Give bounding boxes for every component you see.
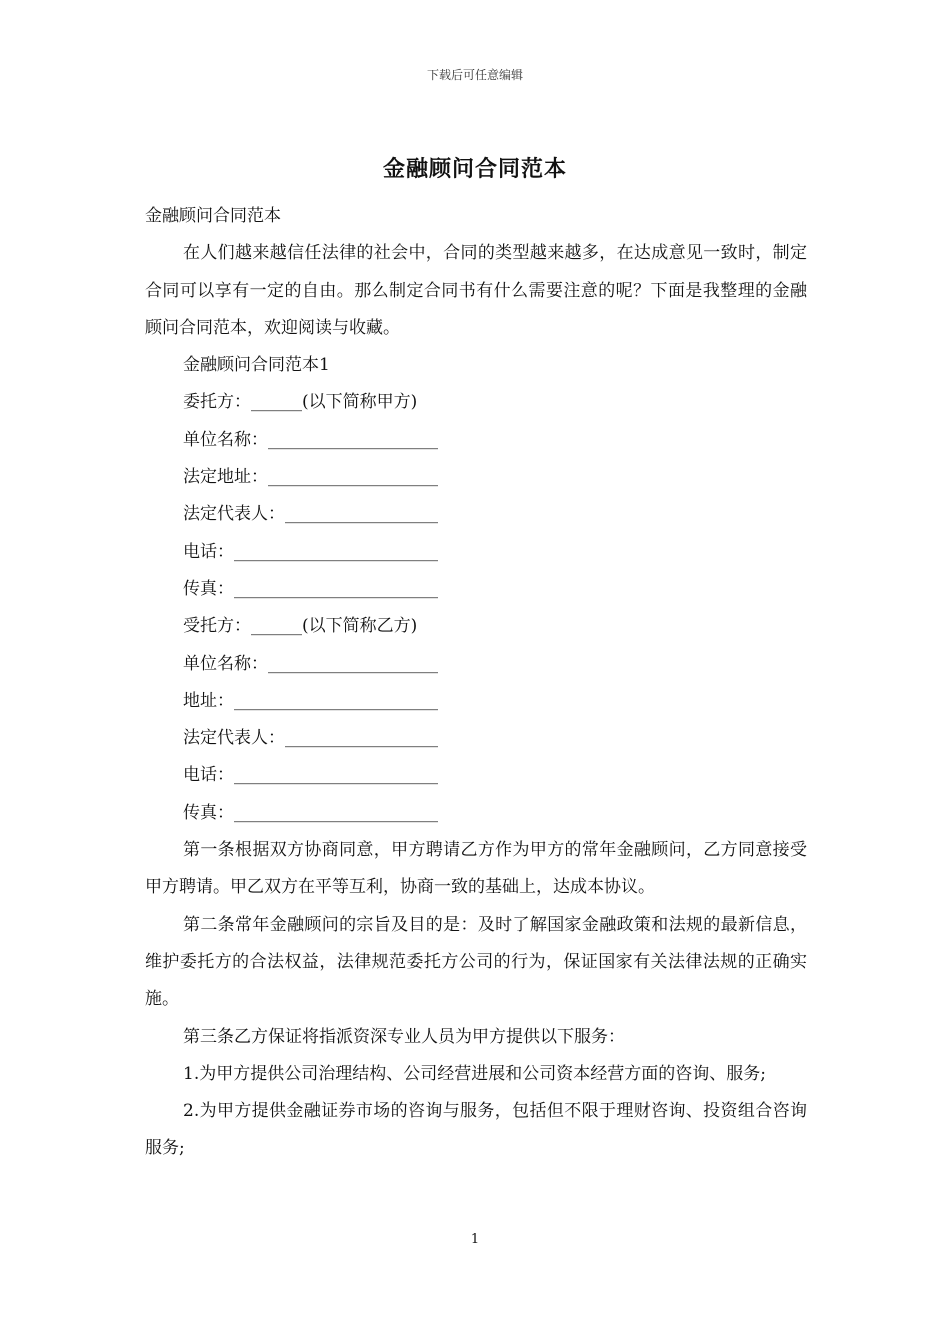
document-subtitle: 金融顾问合同范本 xyxy=(145,206,281,226)
field-label: 电话： xyxy=(183,541,234,562)
field-blank[interactable]: ____________________ xyxy=(268,653,438,674)
field-blank[interactable]: __________________ xyxy=(285,728,438,749)
party-b-suffix: (以下简称乙方) xyxy=(302,616,418,637)
field-blank[interactable]: ________________________ xyxy=(234,578,438,599)
document-body xyxy=(145,198,807,1168)
field-label: 地址： xyxy=(183,690,234,711)
field-label: 传真： xyxy=(183,578,234,599)
field-blank[interactable]: ____________________ xyxy=(268,429,438,450)
party-b-field xyxy=(145,683,807,720)
field-label: 传真： xyxy=(183,802,234,823)
party-a-label: 委托方： xyxy=(183,392,251,413)
field-blank[interactable]: ________________________ xyxy=(234,765,438,786)
party-a-field xyxy=(145,534,807,571)
party-a-line xyxy=(145,384,807,421)
field-label: 单位名称： xyxy=(183,653,268,674)
header-note: 下载后可任意编辑 xyxy=(426,68,523,82)
field-label: 法定地址： xyxy=(183,467,268,488)
field-label: 单位名称： xyxy=(183,429,268,450)
section-heading: 金融顾问合同范本1 xyxy=(183,355,330,376)
party-a-blank[interactable]: ______ xyxy=(251,392,302,413)
party-b-field xyxy=(145,720,807,757)
party-a-field xyxy=(145,571,807,608)
field-blank[interactable]: ________________________ xyxy=(234,802,438,823)
field-blank[interactable]: ____________________ xyxy=(268,467,438,488)
article-paragraph: 第三条乙方保证将指派资深专业人员为甲方提供以下服务： xyxy=(183,1026,625,1047)
page-number: 1 xyxy=(470,1232,480,1247)
article-paragraph: 第二条常年金融顾问的宗旨及目的是：及时了解国家金融政策和法规的最新信息，维护委托方的合法权益，法律规范委托方公司的行为，保证国家有关法律法规的正确实施。 xyxy=(145,914,807,1010)
party-b-blank[interactable]: ______ xyxy=(251,616,302,637)
party-a-field xyxy=(145,496,807,533)
party-b-field xyxy=(145,646,807,683)
field-label: 电话： xyxy=(183,765,234,786)
party-a-field xyxy=(145,422,807,459)
party-b-line xyxy=(145,608,807,645)
field-blank[interactable]: ________________________ xyxy=(234,690,438,711)
article-paragraph: 2.为甲方提供金融证券市场的咨询与服务，包括但不限于理财咨询、投资组合咨询服务; xyxy=(145,1101,807,1159)
document-title: 金融顾问合同范本 xyxy=(382,156,567,182)
article-paragraph: 1.为甲方提供公司治理结构、公司经营进展和公司资本经营方面的咨询、服务; xyxy=(183,1063,766,1084)
party-b-label: 受托方： xyxy=(183,616,251,637)
party-a-suffix: (以下简称甲方) xyxy=(302,392,418,413)
party-b-field xyxy=(145,795,807,832)
field-label: 法定代表人： xyxy=(183,728,285,749)
field-label: 法定代表人： xyxy=(183,504,285,525)
party-b-field xyxy=(145,757,807,794)
field-blank[interactable]: __________________ xyxy=(285,504,438,525)
article-paragraph: 第一条根据双方协商同意，甲方聘请乙方作为甲方的常年金融顾问，乙方同意接受甲方聘请。甲乙双方在平等互利，协商一致的基础上，达成本协议。 xyxy=(145,840,807,898)
field-blank[interactable]: ________________________ xyxy=(234,541,438,562)
intro-paragraph: 在人们越来越信任法律的社会中，合同的类型越来越多，在达成意见一致时，制定合同可以享有一定的自由。那么制定合同书有什么需要注意的呢？下面是我整理的金融顾问合同范本，欢迎阅读与收藏。 xyxy=(145,243,807,338)
party-a-field xyxy=(145,459,807,496)
